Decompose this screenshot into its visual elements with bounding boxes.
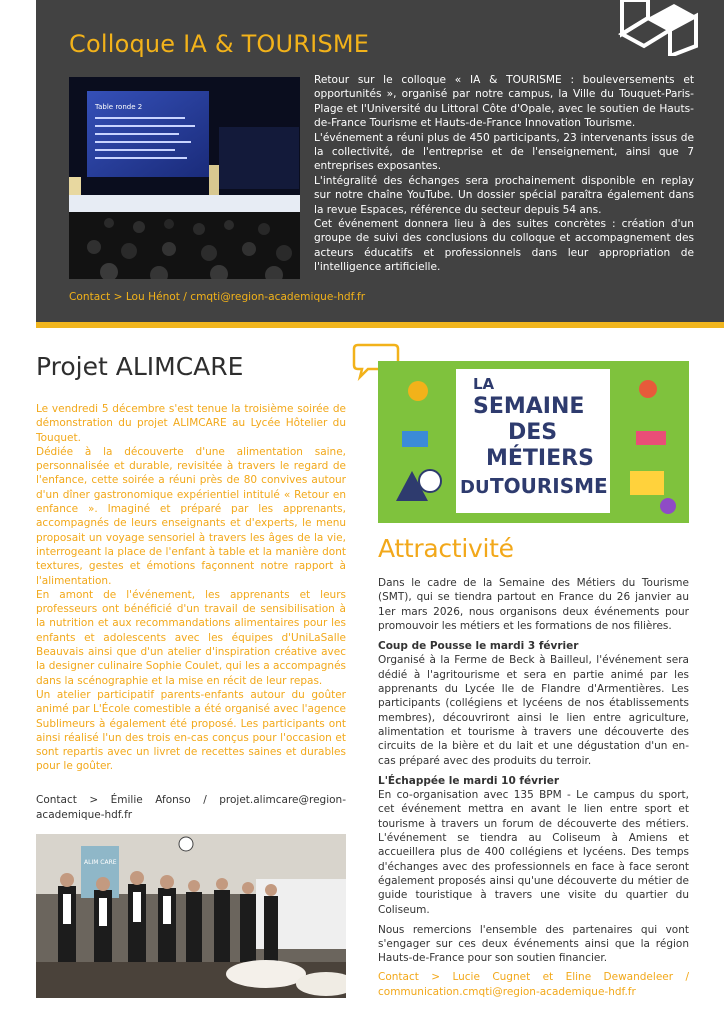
alimcare-banner: ALIM CARE <box>84 859 117 866</box>
alimcare-text <box>36 402 346 774</box>
event1-text: Organisé à la Ferme de Beck à Bailleul, l'événement sera dédié à l'agritourisme et sera en partie animé par les apprenants du Lycée Ile de Flandre d'Armentières. Les participants (collégiens et lycéens de nos établissements membres), découvriront ainsi le lien entre agriculture, alimentation et tourisme à travers une découverte des circuits de la bière et du lait et une dégustation d'un en-cas préparé avec des produits du terroir. <box>378 654 689 767</box>
campus-logo-icon <box>618 0 700 56</box>
alimcare-contact: Contact > Émilie Afonso / projet.alimcare@region-academique-hdf.fr <box>36 794 346 821</box>
colloque-paragraph: Cet événement donnera lieu à des suites concrètes : création d'un groupe de suivi des conclusions du colloque et accompagnement des acteurs éducatifs et professionnels dans leur appropriation de l'intelligence artificielle. <box>314 218 694 274</box>
event1-title: Coup de Pousse le mardi 3 février <box>378 640 579 653</box>
alimcare-paragraph: Le vendredi 5 décembre s'est tenue la troisième soirée de démonstration du projet ALIMCARE au Lycée Hôtelier du Touquet. <box>36 403 346 444</box>
smt-line-4: MÉTIERS <box>486 446 594 471</box>
colloque-text <box>314 73 694 275</box>
smt-line-3: DES <box>508 420 558 445</box>
smt-line-1: LA <box>473 375 495 393</box>
attractivite-intro: Dans le cadre de la Semaine des Métiers du Tourisme (SMT), qui se tiendra partout en France du 26 janvier au 1er mars 2026, nous organisons deux événements pour promouvoir les métiers et les formations de nos filières. <box>378 577 689 632</box>
event2-title: L'Échappée le mardi 10 février <box>378 774 560 787</box>
smt-line-6: TOURISME <box>490 474 608 498</box>
smt-line-5: DU <box>460 477 490 498</box>
alimcare-photo <box>36 834 346 998</box>
alimcare-paragraph: Un atelier participatif parents-enfants autour du goûter animé par L'École comestible a été organisé avec l'agence Sublimeurs à également été proposé. Les participants ont ainsi réalisé l'un des trois en-cas conçus pour l'occasion et sont repartis avec un livret de recettes saines et durables pour le goûter. <box>36 688 346 773</box>
colloque-contact: Contact > Lou Hénot / cmqti@region-academique-hdf.fr <box>69 291 366 303</box>
colloque-title: Colloque IA & TOURISME <box>69 30 370 58</box>
colloque-paragraph: Retour sur le colloque « IA & TOURISME : bouleversements et opportunités », organisé par notre campus, la Ville du Touquet-Paris-Plage et l'Université du Littoral Côte d'Opale, avec le soutien de Hauts-de-France Tourisme et Hauts-de-France Innovation Tourisme. <box>314 74 694 130</box>
screen-title: Table ronde 2 <box>95 103 143 111</box>
colloque-paragraph: L'intégralité des échanges sera prochainement disponible en replay sur notre chaîne YouTube. Un dossier spécial paraîtra également dans la revue Espaces, référence du secteur depuis 54 ans. <box>314 174 694 216</box>
section-divider <box>36 322 724 328</box>
alimcare-paragraph: Dédiée à la découverte d'une alimentation saine, personnalisée et durable, revisitée à travers le regard de l'enfance, cette soirée a réuni près de 80 convives autour d'un dîner gastronomique expérientiel intitulé « Retour en enfance ». Imaginé et préparé par les apprenants, accompagnés de leurs enseignants et d'experts, le menu proposait un voyage sensoriel à travers les âges de la vie, interrogeant la place de l'enfant à table et la manière dont textures, gestes et émotions façonnent notre rapport à l'alimentation. <box>36 445 346 587</box>
attractivite-title: Attractivité <box>378 534 514 563</box>
alimcare-title: Projet ALIMCARE <box>36 352 244 381</box>
attractivite-text <box>378 576 689 966</box>
smt-line-2: SEMAINE <box>473 394 585 419</box>
attractivite-contact: Contact > Lucie Cugnet et Eline Dewandeleer / communication.cmqti@region-academique-hdf.fr <box>378 971 689 998</box>
smt-banner <box>378 361 689 523</box>
event2-text: En co-organisation avec 135 BPM - Le campus du sport, cet événement mettra en avant le lien entre sport et tourisme à travers un forum de découverte des métiers. L'événement se tiendra au Coliseum à Amiens et accueillera plus de 400 collégiens et lycéens. Des temps d'échanges avec des professionnels en face à face seront également proposés ainsi qu'une découverte du métier de guide touristique à travers une visite du quartier du Coliseum. <box>378 789 689 916</box>
thanks-text: Nous remercions l'ensemble des partenaires qui vont s'engager sur ces deux événements ainsi que la région Hauts-de-France pour son soutien financier. <box>378 923 689 965</box>
colloque-paragraph: L'événement a réuni plus de 450 participants, 23 intervenants issus de la collectivité, de l'entreprise et de l'enseignement, ainsi que 7 entreprises exposantes. <box>314 131 694 173</box>
colloque-photo <box>69 77 300 279</box>
alimcare-paragraph: En amont de l'événement, les apprenants et leurs professeurs ont bénéficié d'un travail de sensibilisation à la nutrition et aux recommandations alimentaires pour les enfants et adolescents avec les équipes d'UniLaSalle Beauvais ainsi que d'un atelier d'inspiration créative avec la designer culinaire Sophie Coulet, qui les a accompagnés dans la scénographie et la mise en récit de leur repas. <box>36 588 347 687</box>
